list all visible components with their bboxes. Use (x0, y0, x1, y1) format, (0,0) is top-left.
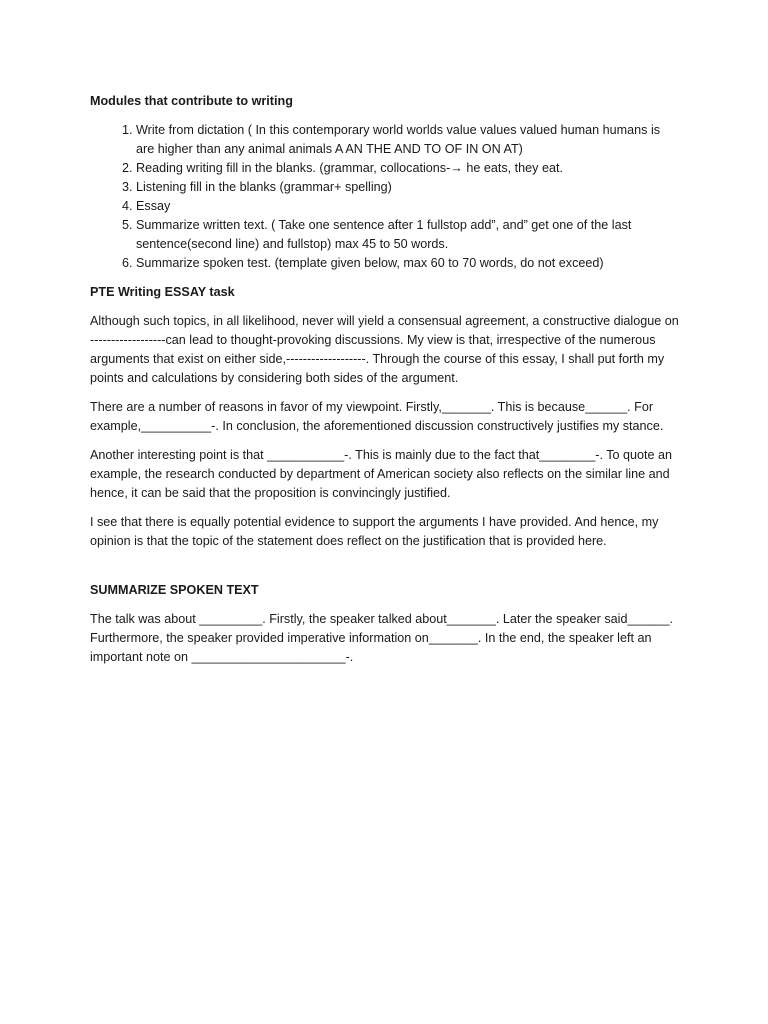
modules-list (90, 121, 680, 273)
list-item: 6. Summarize spoken test. (template given below, max 60 to 70 words, do not exceed) (136, 254, 680, 273)
essay-paragraph-conclusion: I see that there is equally potential evidence to support the arguments I have provided. And hence, my opinion is that the topic of the statement does reflect on the justification that is provided here. (90, 515, 659, 548)
modules-heading: Modules that contribute to writing (90, 94, 293, 108)
essay-paragraph-reasons: There are a number of reasons in favor of my viewpoint. Firstly,_______. This is because______. For example,__________-. In conclusion, the aforementioned discussion constructively justifies my stance. (90, 400, 664, 433)
list-item: 2. Reading writing fill in the blanks. (grammar, collocations-→ he eats, they eat. (136, 159, 680, 178)
essay-paragraph-intro: Although such topics, in all likelihood, never will yield a consensual agreement, a constructive dialogue on ------------------can lead to thought-provoking discussions. My view is that, irrespective of the numerous arguments that exist on either side,-------------------. Through the course of this essay, I shall put forth my points and calculations by considering both sides of the argument. (90, 314, 679, 385)
spoken-heading: SUMMARIZE SPOKEN TEXT (90, 583, 259, 597)
list-item: 4. Essay (136, 197, 680, 216)
essay-heading: PTE Writing ESSAY task (90, 285, 235, 299)
list-item: 3. Listening fill in the blanks (grammar+ spelling) (136, 178, 680, 197)
document-body (90, 92, 680, 677)
essay-paragraph-another-point: Another interesting point is that ___________-. This is mainly due to the fact that________-. To quote an example, the research conducted by department of American society also reflects on the similar line and hence, it can be said that the proposition is convincingly justified. (90, 448, 673, 500)
list-item: 1. Write from dictation ( In this contemporary world worlds value values valued human humans is are higher than any animal animals A AN THE AND TO OF IN ON AT) (136, 121, 680, 159)
section-spacer (90, 561, 680, 581)
spoken-paragraph: The talk was about _________. Firstly, the speaker talked about_______. Later the speaker said______. Furthermore, the speaker provided imperative information on_______. In the end, the speaker left an important note on ______________________-. (90, 612, 673, 664)
list-item: 5. Summarize written text. ( Take one sentence after 1 fullstop add”, and” get one of the last sentence(second line) and fullstop) max 45 to 50 words. (136, 216, 680, 254)
